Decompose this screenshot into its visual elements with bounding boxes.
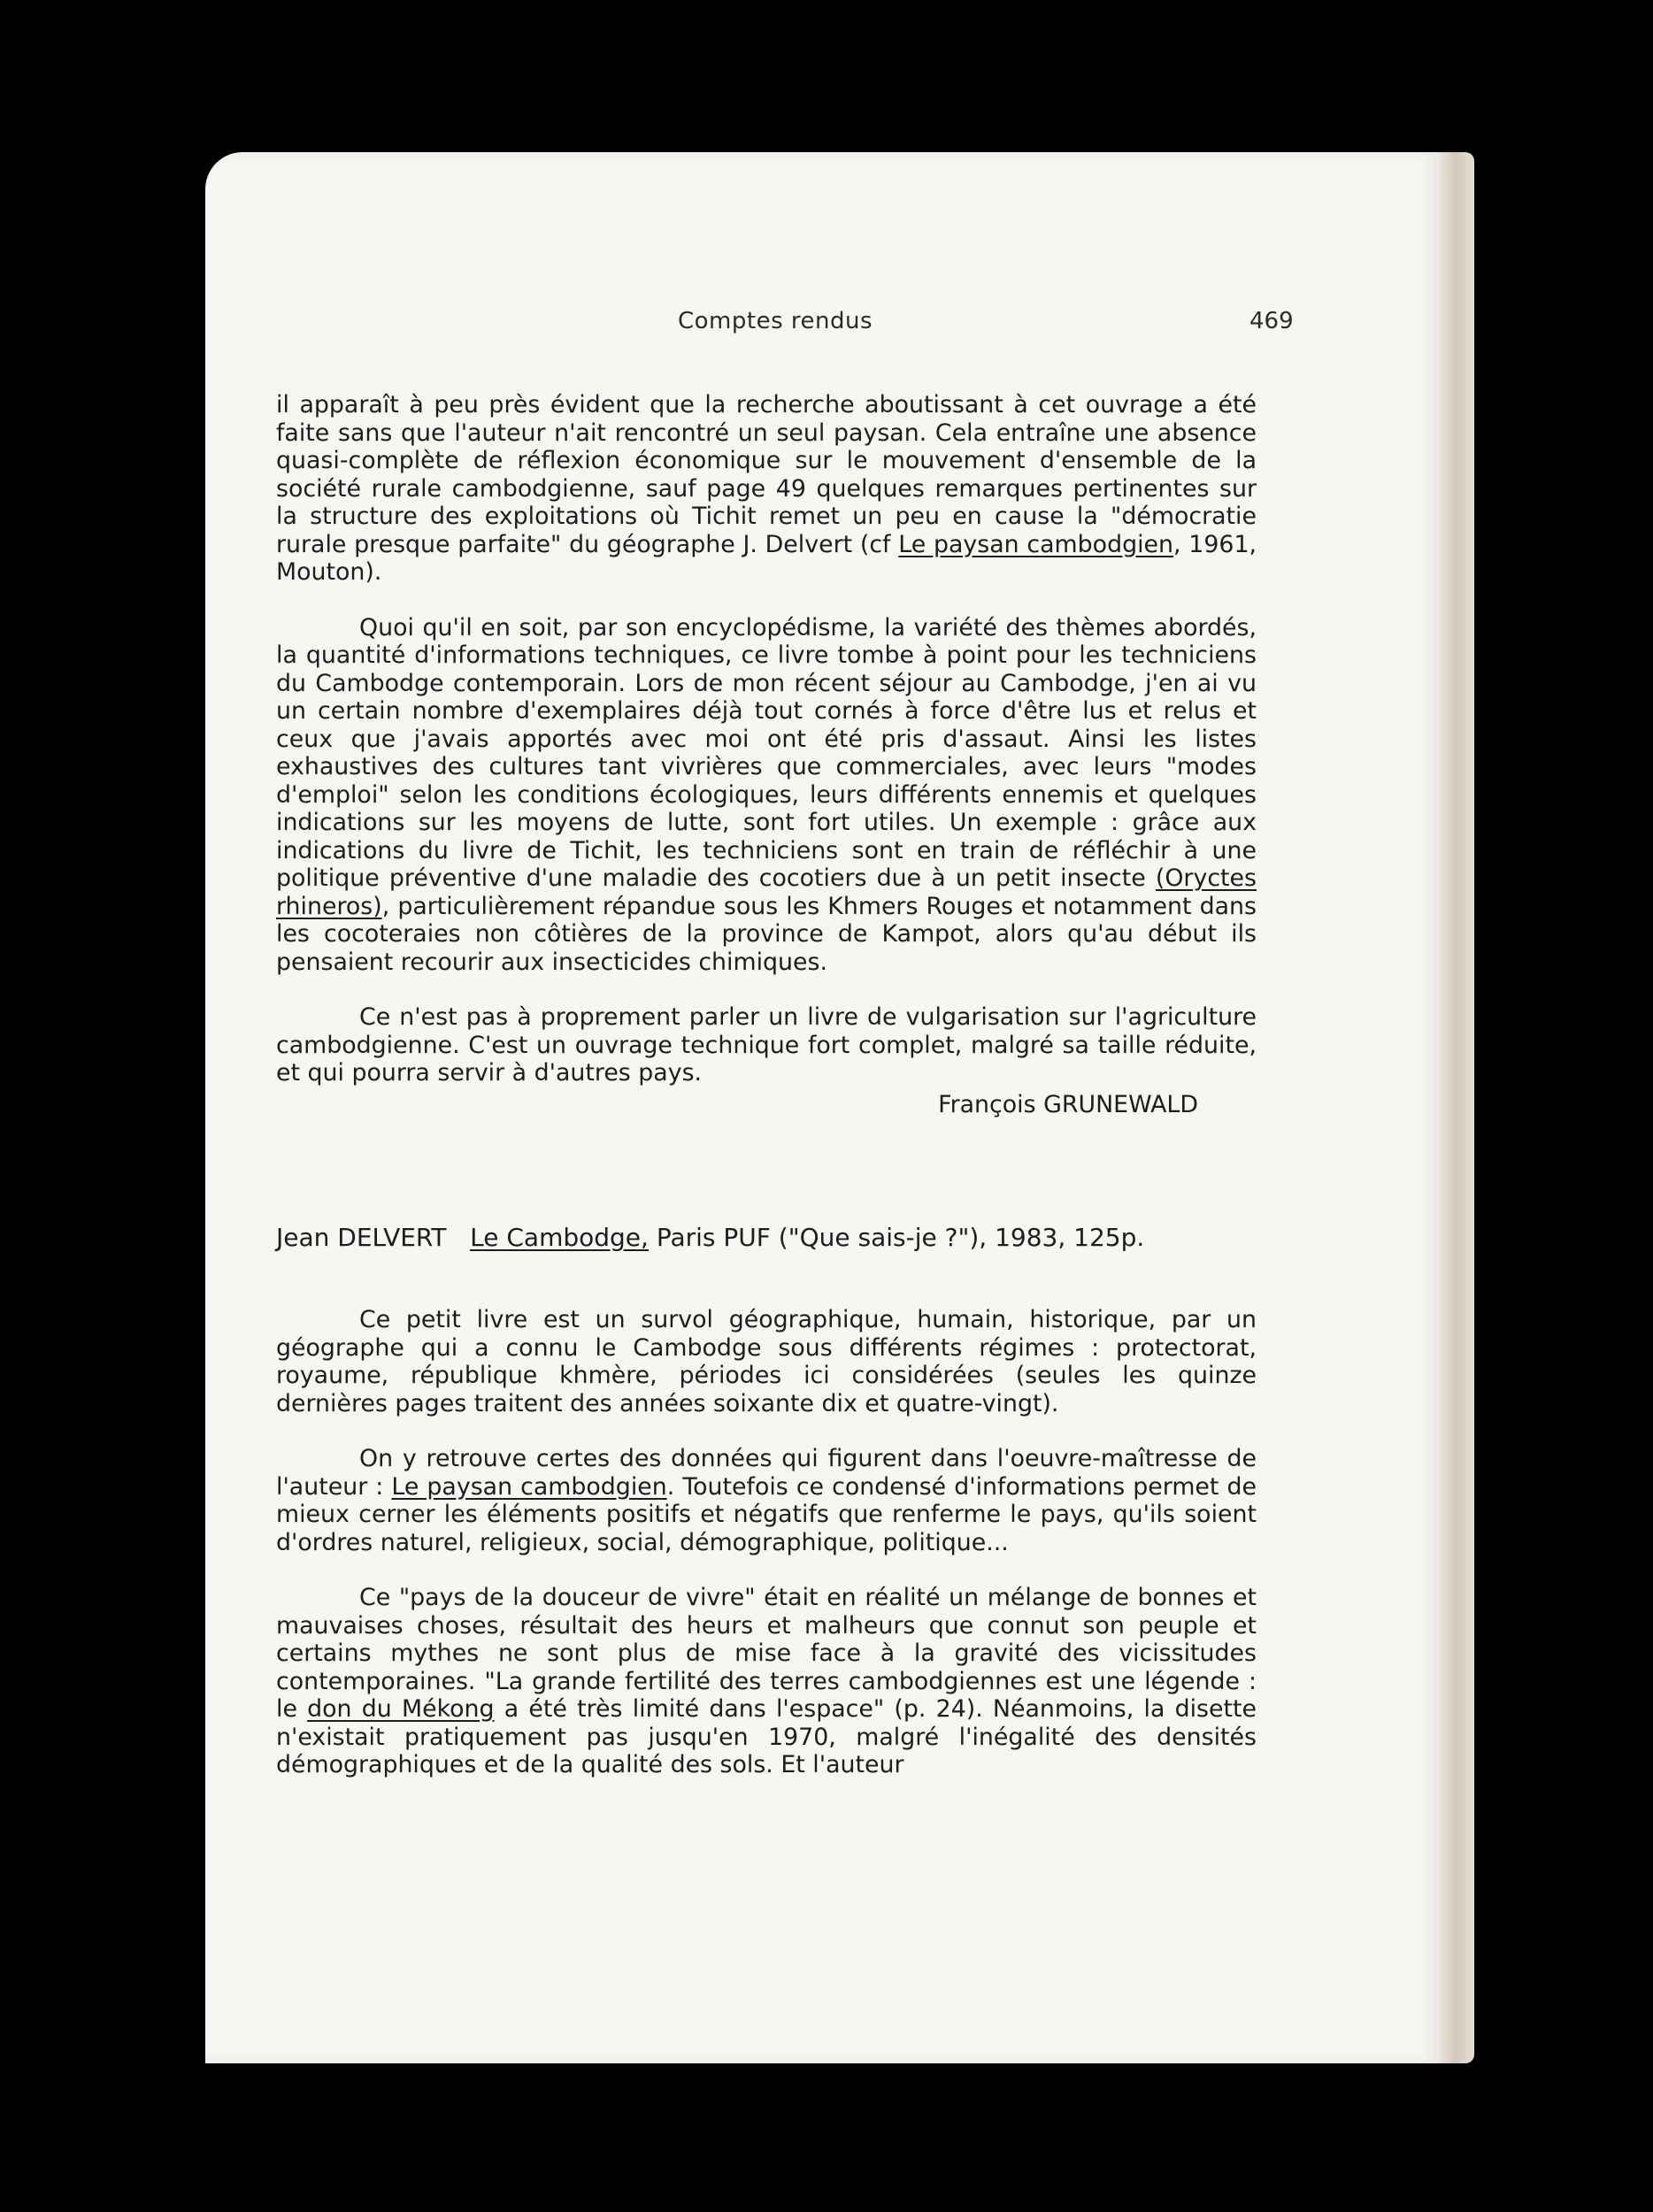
review2-paragraph-2 <box>276 1445 1257 1556</box>
text-run: , 1961, Mouton). <box>276 530 1257 586</box>
book-title-paysan: Le paysan cambodgien <box>898 530 1174 558</box>
review1-paragraph-1 <box>276 391 1257 587</box>
review2-book-title: Le Cambodge, <box>470 1223 649 1252</box>
text-run: , particulièrement répandue sous les Khmers Rouges et notamment dans les cocoteraies non côtières de la province de Kampot, alors qu'au début ils pensaient recourir aux insecticides chimiques. <box>276 892 1257 976</box>
running-head <box>205 308 1441 340</box>
book-page <box>205 152 1441 2063</box>
review2-paragraph-3 <box>276 1584 1257 1779</box>
reviewer-signature: François GRUNEWALD <box>938 1090 1198 1118</box>
review2-author: Jean DELVERT <box>276 1223 447 1252</box>
review2-heading <box>276 1223 1257 1253</box>
book-title-paysan: Le paysan cambodgien <box>391 1472 667 1501</box>
text-run: On y retrouve certes des données qui figurent dans l'oeuvre-maîtresse de l'auteur : <box>276 1445 1257 1501</box>
page-number: 469 <box>1249 308 1294 334</box>
text-run: Ce "pays de la douceur de vivre" était en réalité un mélange de bonnes et mauvaises choses, résultait des heurs et malheurs que connut son peuple et certains mythes ne sont plus de mise face à la gravité des vicissitudes contemporaines. "La grande fertilité des terres cambodgiennes est une légende : le <box>276 1584 1257 1723</box>
text-run: Quoi qu'il en soit, par son encyclopédisme, la variété des thèmes abordés, la quantité d'informations techniques, ce livre tombe à point pour les techniciens du Cambodge contemporain. Lors de mon récent séjour au Cambodge, j'en ai vu un certain nombre d'exemplaires déjà tout cornés à force d'être lus et relus et ceux que j'avais apportés avec moi ont été pris d'assaut. Ainsi les listes exhaustives des cultures tant vivrières que commerciales, avec leurs "modes d'emploi" selon les conditions écologiques, leurs différents ennemis et quelques indications sur les moyens de lutte, sont fort utiles. Un exemple : grâce aux indications du livre de Tichit, les techniciens sont en train de réfléchir à une politique préventive d'une maladie des cocotiers due à un petit insecte <box>276 613 1257 892</box>
review2-publication: Paris PUF ("Que sais-je ?"), 1983, 125p. <box>656 1223 1145 1252</box>
text-run: . Toutefois ce condensé d'informations permet de mieux cerner les éléments positifs et négatifs que renferme le pays, qu'ils soient d'ordres naturel, religieux, social, démographique, politique... <box>276 1472 1257 1556</box>
review1-paragraph-3: Ce n'est pas à proprement parler un livre de vulgarisation sur l'agriculture cambodgienne. C'est un ouvrage technique fort complet, malgré sa taille réduite, et qui pourra servir à d'autres pays. <box>276 1003 1257 1087</box>
text-run: il apparaît à peu près évident que la recherche aboutissant à cet ouvrage a été faite sans que l'auteur n'ait rencontré un seul paysan. Cela entraîne une absence quasi-complète de réflexion économique sur le mouvement d'ensemble de la société rurale cambodgienne, sauf page 49 quelques remarques pertinentes sur la structure des exploitations où Tichit remet un peu en cause la "démocratie rurale presque parfaite" du géographe J. Delvert (cf <box>276 391 1257 558</box>
quoted-phrase: don du Mékong <box>307 1695 495 1723</box>
species-name: (Oryctes rhineros) <box>276 864 1257 920</box>
section-title: Comptes rendus <box>678 308 873 334</box>
page-body <box>276 391 1257 1807</box>
review1-paragraph-2 <box>276 614 1257 977</box>
review2-paragraph-1: Ce petit livre est un survol géographique, humain, historique, par un géographe qui a connu le Cambodge sous différents régimes : protectorat, royaume, république khmère, périodes ici considérées (seules les quinze dernières pages traitent des années soixante dix et quatre-vingt). <box>276 1306 1257 1417</box>
text-run: a été très limité dans l'espace" (p. 24). Néanmoins, la disette n'existait pratiquement pas jusqu'en 1970, malgré l'inégalité des densités démographiques et de la qualité des sols. Et l'auteur <box>276 1695 1257 1778</box>
